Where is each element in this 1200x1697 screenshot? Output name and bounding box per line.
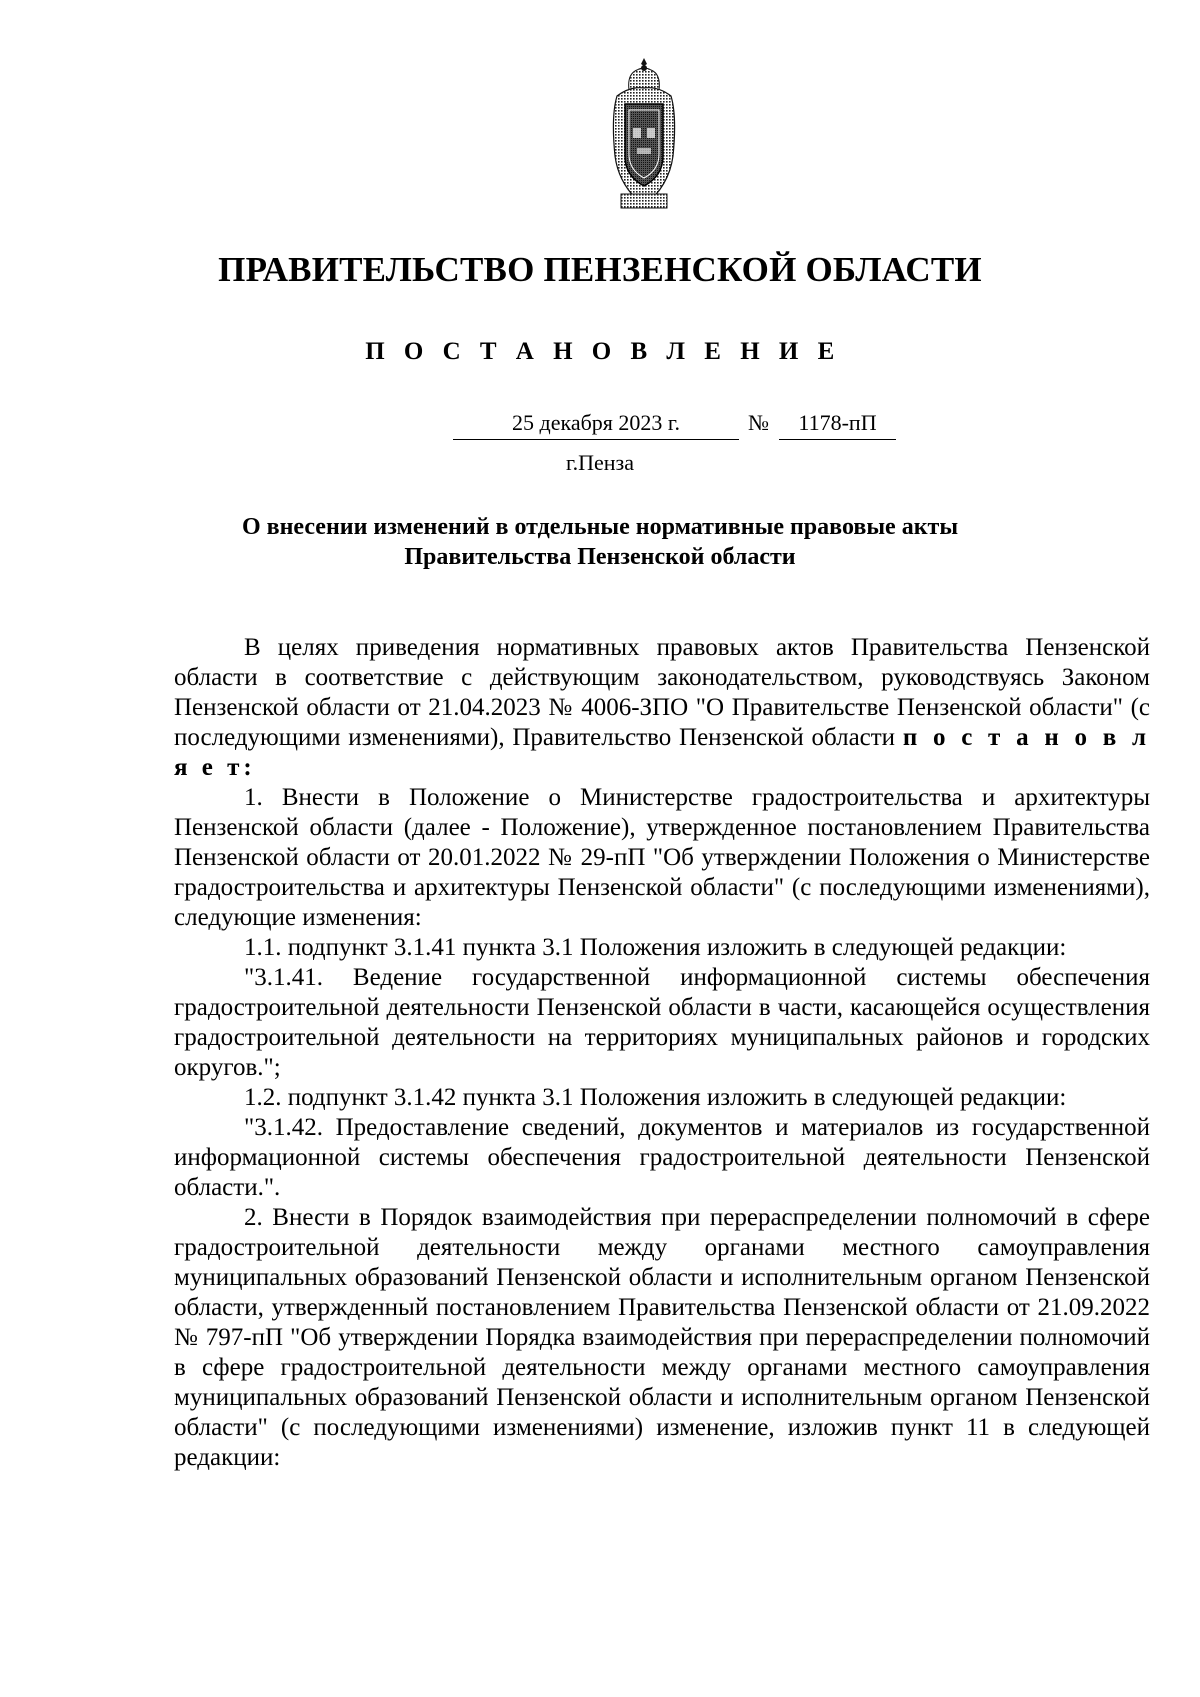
document-number: 1178-пП — [779, 410, 896, 440]
body-paragraph: 1. Внести в Положение о Министерстве градостроительства и архитектуры Пензенской области (далее - Положение), утвержденное постановлением Правительства Пензенской области от 20.01.2022 № 29-пП "Об утверждении Положения о Министерстве градостроительства и архитектуры Пензенской области" (с последующими изменениями), следующие изменения: — [174, 784, 1150, 931]
subject-line-2: Правительства Пензенской области — [404, 544, 796, 570]
body-paragraph: 1.1. подпункт 3.1.41 пункта 3.1 Положения изложить в следующей редакции: — [244, 934, 1067, 961]
organization-title: ПРАВИТЕЛЬСТВО ПЕНЗЕНСКОЙ ОБЛАСТИ — [218, 250, 982, 289]
document-date: 25 декабря 2023 г. — [453, 410, 739, 440]
number-sign: № — [748, 410, 769, 435]
document-type-heading: П О С Т А Н О В Л Е Н И Е — [365, 338, 841, 365]
subject-line-1: О внесении изменений в отдельные нормативные правовые акты — [241, 514, 959, 540]
decree-word: п о с т а н о в л я е т: — [174, 724, 1150, 781]
document-city: г.Пенза — [566, 450, 634, 475]
document-meta-line — [0, 410, 1200, 440]
document-subject — [0, 512, 1200, 572]
intro-text: В целях приведения нормативных правовых актов Правительства Пензенской области в соответствие с действующим законодательством, руководствуясь Законом Пензенской области от 21.04.2023 № 4006-ЗПО "О Правительстве Пензенской области" (с последующими изменениями), Правительство Пензенской области — [174, 634, 1150, 751]
body-paragraph: 2. Внести в Порядок взаимодействия при перераспределении полномочий в сфере градостроительной деятельности между органами местного самоуправления муниципальных образований Пензенской области и исполнительным органом Пензенской области, утвержденный постановлением Правительства Пензенской области от 21.09.2022 № 797-пП "Об утверждении Порядка взаимодействия при перераспределении полномочий в сфере градостроительной деятельности между органами местного самоуправления муниципальных образований Пензенской области и исполнительным органом Пензенской области" (с последующими изменениями) изменение, изложив пункт 11 в следующей редакции: — [174, 1204, 1150, 1471]
body-paragraph: "3.1.42. Предоставление сведений, документов и материалов из государственной информационной системы обеспечения градостроительной деятельности Пензенской области.". — [174, 1114, 1150, 1201]
body-paragraph: "3.1.41. Ведение государственной информационной системы обеспечения градостроительной деятельности Пензенской области в части, касающейся осуществления градостроительной деятельности на территориях муниципальных районов и городских округов."; — [174, 964, 1150, 1081]
intro-paragraph — [174, 633, 1150, 783]
coat-of-arms-emblem — [603, 56, 685, 213]
document-body — [174, 633, 1150, 1473]
body-paragraph: 1.2. подпункт 3.1.42 пункта 3.1 Положения изложить в следующей редакции: — [244, 1084, 1067, 1111]
